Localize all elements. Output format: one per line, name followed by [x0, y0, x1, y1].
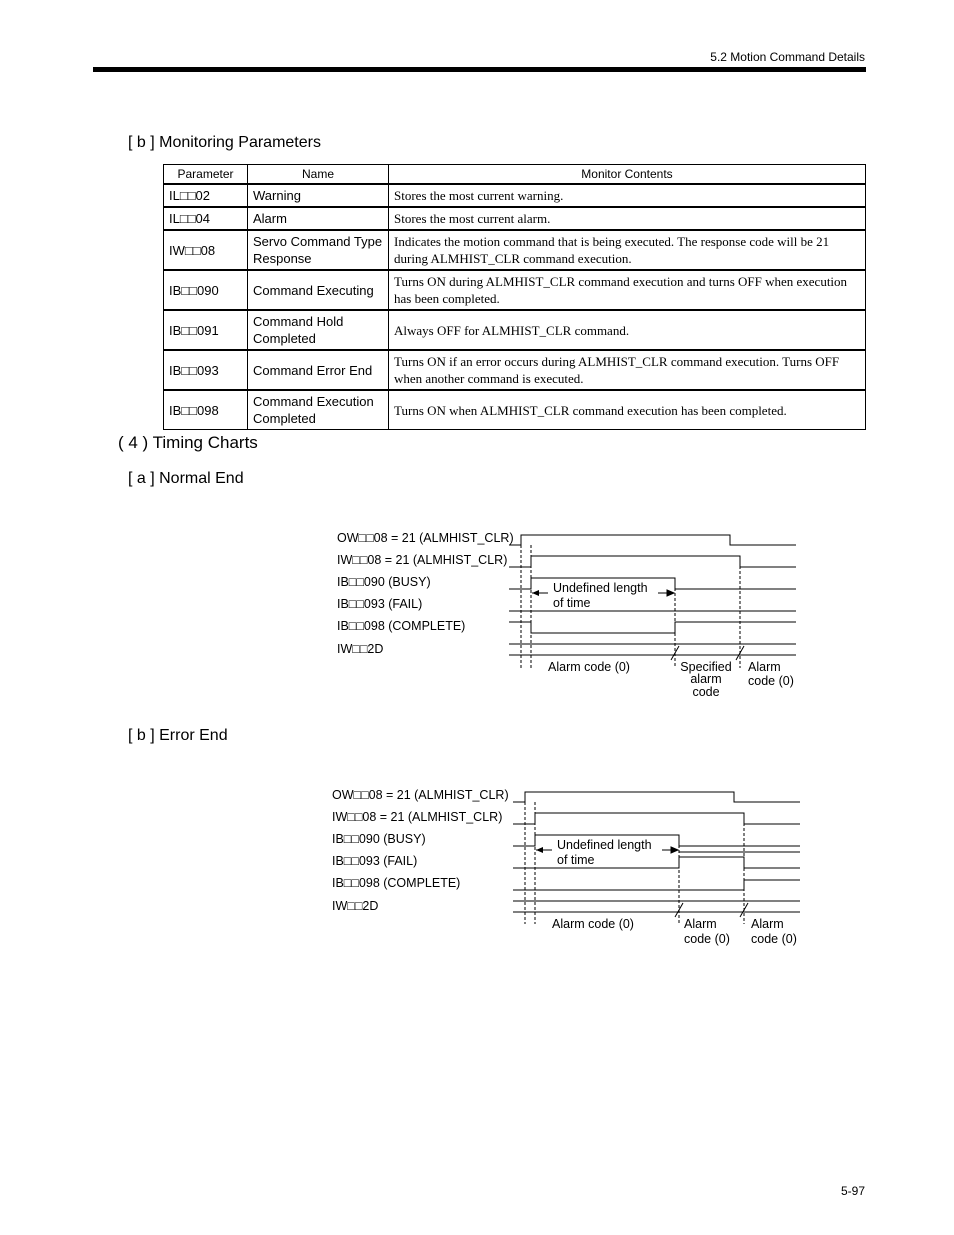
signal-label: IW□□08 = 21 (ALMHIST_CLR) — [332, 810, 503, 824]
arrow-head-right — [667, 590, 674, 596]
undefined-length-label: of time — [553, 596, 591, 610]
name-cell: Servo Command Type Response — [248, 230, 389, 270]
specified-alarm-label: Specified — [680, 660, 732, 674]
signal-label: IW□□08 = 21 (ALMHIST_CLR) — [337, 553, 508, 567]
error-end-chart — [332, 788, 800, 946]
contents-cell: Turns ON during ALMHIST_CLR command execution and turns OFF when execution has been completed. — [389, 270, 866, 310]
contents-cell: Stores the most current alarm. — [389, 207, 866, 230]
monitoring-heading: [ b ] Monitoring Parameters — [128, 134, 321, 151]
name-cell: Command Error End — [248, 350, 389, 390]
name-cell: Command Hold Completed — [248, 310, 389, 350]
signal-label: IB□□093 (FAIL) — [332, 854, 418, 868]
name-cell: Warning — [248, 184, 389, 207]
alarm-code-label: Alarm — [684, 917, 717, 931]
undefined-length-label: Undefined length — [553, 581, 648, 595]
waveform-iw08 — [513, 813, 800, 824]
signal-label: IB□□098 (COMPLETE) — [332, 876, 461, 890]
signal-label: IB□□090 (BUSY) — [337, 575, 431, 589]
undefined-length-label: of time — [557, 853, 595, 867]
param-cell: IL□□02 — [164, 184, 248, 207]
page-number: 5-97 — [840, 1184, 865, 1198]
specified-alarm-label: alarm — [690, 672, 722, 686]
name-cell: Alarm — [248, 207, 389, 230]
param-cell: IW□□08 — [164, 230, 248, 270]
col-header-name: Name — [248, 165, 389, 185]
signal-label: OW□□08 = 21 (ALMHIST_CLR) — [332, 788, 509, 802]
specified-alarm-label: code — [692, 685, 720, 699]
contents-cell: Indicates the motion command that is being executed. The response code will be 21 during ALMHIST_CLR command execution. — [389, 230, 866, 270]
signal-label: IW□□2D — [337, 642, 384, 656]
waveform-complete — [509, 622, 796, 633]
arrow-head-right — [671, 847, 678, 853]
alarm-code-label: Alarm — [751, 917, 784, 931]
waveform-iw08 — [509, 556, 796, 567]
alarm-code-label: Alarm code (0) — [552, 917, 634, 931]
waveform-ow08 — [513, 792, 800, 802]
normal-end-chart — [337, 531, 796, 699]
signal-label: OW□□08 = 21 (ALMHIST_CLR) — [337, 531, 514, 545]
contents-cell: Turns ON when ALMHIST_CLR command execution has been completed. — [389, 390, 866, 430]
waveform-ow08 — [509, 535, 796, 545]
undefined-length-label: Undefined length — [557, 838, 652, 852]
name-cell: Command Executing — [248, 270, 389, 310]
signal-label: IB□□093 (FAIL) — [337, 597, 423, 611]
param-cell: IL□□04 — [164, 207, 248, 230]
signal-label: IB□□090 (BUSY) — [332, 832, 426, 846]
contents-cell: Stores the most current warning. — [389, 184, 866, 207]
signal-label: IB□□098 (COMPLETE) — [337, 619, 466, 633]
col-header-parameter: Parameter — [164, 165, 248, 185]
signal-label: IW□□2D — [332, 899, 379, 913]
param-cell: IB□□093 — [164, 350, 248, 390]
contents-cell: Turns ON if an error occurs during ALMHIST_CLR command execution. Turns OFF when another command is executed. — [389, 350, 866, 390]
error-end-heading: [ b ] Error End — [128, 727, 228, 744]
param-cell: IB□□091 — [164, 310, 248, 350]
name-cell: Command Execution Completed — [248, 390, 389, 430]
param-cell: IB□□090 — [164, 270, 248, 310]
running-header: 5.2 Motion Command Details — [710, 50, 865, 64]
alarm-code-label: code (0) — [751, 932, 797, 946]
alarm-code-label: Alarm code (0) — [548, 660, 630, 674]
waveform-complete — [513, 880, 800, 890]
col-header-contents: Monitor Contents — [389, 165, 866, 185]
alarm-code-label: code (0) — [748, 674, 794, 688]
alarm-code-label: Alarm — [748, 660, 781, 674]
alarm-code-label: code (0) — [684, 932, 730, 946]
contents-cell: Always OFF for ALMHIST_CLR command. — [389, 310, 866, 350]
param-cell: IB□□098 — [164, 390, 248, 430]
normal-end-heading: [ a ] Normal End — [128, 470, 244, 487]
timing-charts-heading: ( 4 ) Timing Charts — [118, 433, 258, 452]
